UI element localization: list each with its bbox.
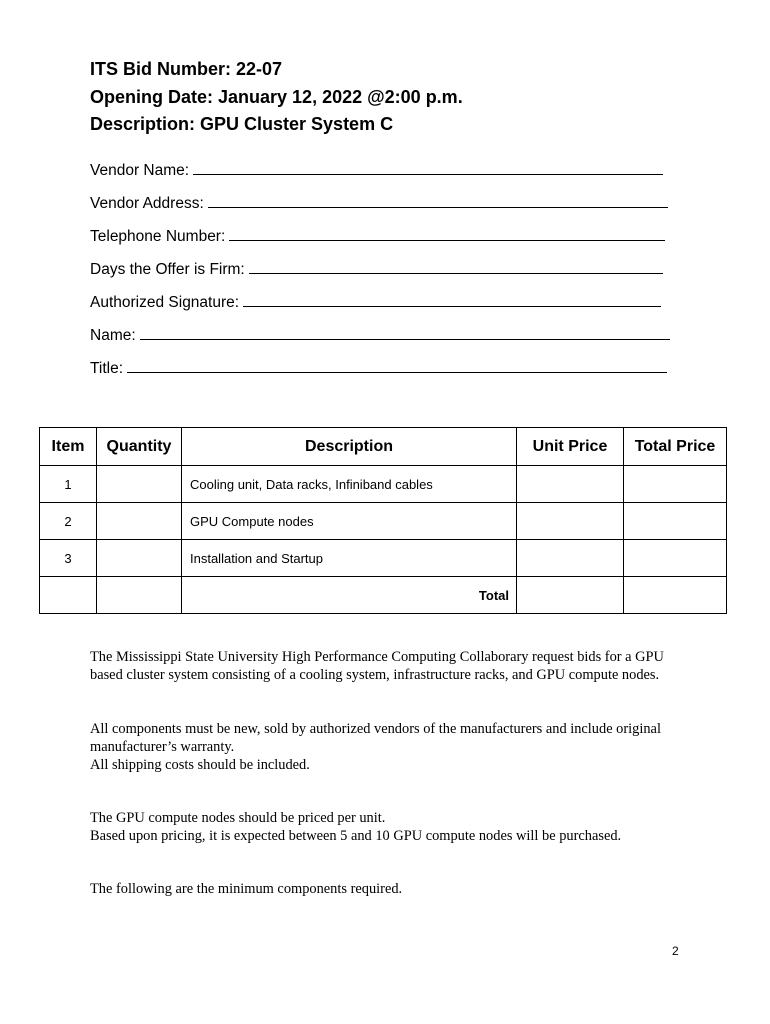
signature-label: Authorized Signature: [90,294,240,311]
name-field[interactable] [90,325,670,358]
total-label: Total [182,577,517,614]
total-price-cell[interactable] [624,503,727,540]
shipping-text: All shipping costs should be included. [90,757,310,773]
description-cell: GPU Compute nodes [182,503,517,540]
vendor-address-field[interactable] [90,193,670,226]
pricing-paragraph [90,809,690,845]
title-label: Title: [90,360,124,377]
table-row [40,466,727,503]
quantity-cell[interactable] [97,466,182,503]
quantity-cell[interactable] [97,503,182,540]
bid-table [39,427,727,614]
empty-cell [40,577,97,614]
requirements-text: All components must be new, sold by authorized vendors of the manufacturers and include original manufacturer’s warranty. [90,721,661,755]
telephone-label: Telephone Number: [90,228,226,245]
page-number: 2 [672,944,679,958]
days-firm-field[interactable] [90,259,670,292]
days-firm-label: Days the Offer is Firm: [90,261,245,278]
unit-price-cell[interactable] [517,540,624,577]
vendor-address-line[interactable] [208,193,668,208]
minimum-components-paragraph [90,880,690,898]
quantity-cell[interactable] [97,540,182,577]
opening-date: Opening Date: January 12, 2022 @2:00 p.m. [90,86,463,107]
table-total-row [40,577,727,614]
minimum-components-text: The following are the minimum components required. [90,881,403,897]
item-cell: 3 [40,540,97,577]
title-field[interactable] [90,358,670,391]
bid-description: Description: GPU Cluster System C [90,114,394,134]
vendor-name-line[interactable] [193,160,663,175]
item-cell: 2 [40,503,97,540]
unit-price-cell[interactable] [517,466,624,503]
table-header-row [40,428,727,466]
grand-total-cell[interactable] [624,577,727,614]
unit-price-cell[interactable] [517,503,624,540]
telephone-field[interactable] [90,226,670,259]
vendor-address-label: Vendor Address: [90,195,204,212]
days-firm-line[interactable] [249,259,663,274]
title-line[interactable] [127,358,667,373]
table-row [40,503,727,540]
bid-number: ITS Bid Number: 22-07 [90,59,283,79]
bid-header [90,56,463,139]
description-cell: Cooling unit, Data racks, Infiniband cables [182,466,517,503]
header-unit-price: Unit Price [517,428,624,466]
total-unit-price-cell[interactable] [517,577,624,614]
signature-field[interactable] [90,292,670,325]
vendor-fields [90,160,670,391]
signature-line[interactable] [243,292,661,307]
intro-text: The Mississippi State University High Performance Computing Collaborary request bids for a GPU based cluster system consisting of a cooling system, infrastructure racks, and GPU compute nodes. [90,649,664,683]
name-line[interactable] [140,325,670,340]
total-price-cell[interactable] [624,540,727,577]
vendor-name-field[interactable] [90,160,670,193]
header-item: Item [40,428,97,466]
name-label: Name: [90,327,136,344]
intro-paragraph [90,648,690,684]
header-total-price: Total Price [624,428,727,466]
quantity-expectation-text: Based upon pricing, it is expected between 5 and 10 GPU compute nodes will be purchased. [90,828,622,844]
item-cell: 1 [40,466,97,503]
empty-cell [97,577,182,614]
table-row [40,540,727,577]
pricing-text: The GPU compute nodes should be priced per unit. [90,810,386,826]
header-description: Description [182,428,517,466]
total-price-cell[interactable] [624,466,727,503]
telephone-line[interactable] [229,226,665,241]
vendor-name-label: Vendor Name: [90,162,190,179]
header-quantity: Quantity [97,428,182,466]
requirements-paragraph [90,720,690,774]
description-cell: Installation and Startup [182,540,517,577]
